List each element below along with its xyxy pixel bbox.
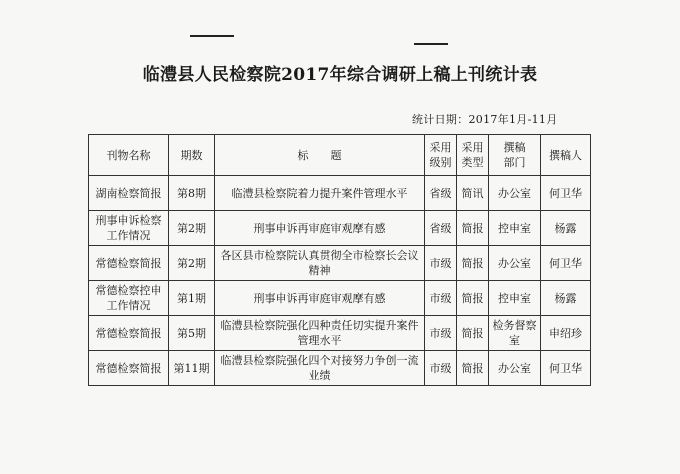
cell-type: 简报 bbox=[457, 281, 489, 316]
header-author: 撰稿人 bbox=[541, 135, 591, 176]
cell-issue: 第1期 bbox=[169, 281, 215, 316]
cell-dept: 办公室 bbox=[489, 246, 541, 281]
cell-title: 临澧县检察院强化四种责任切实提升案件管理水平 bbox=[215, 316, 425, 351]
header-rule-left bbox=[190, 35, 234, 37]
cell-level: 市级 bbox=[425, 316, 457, 351]
cell-type: 简报 bbox=[457, 211, 489, 246]
cell-type: 简报 bbox=[457, 316, 489, 351]
table-row bbox=[89, 211, 591, 246]
header-rule-right bbox=[414, 43, 448, 45]
statistics-table bbox=[88, 134, 591, 386]
cell-title: 临澧县检察院着力提升案件管理水平 bbox=[215, 176, 425, 211]
header-level-line2: 级别 bbox=[429, 156, 452, 169]
cell-author: 何卫华 bbox=[541, 176, 591, 211]
cell-dept: 办公室 bbox=[489, 351, 541, 386]
cell-author: 申绍珍 bbox=[541, 316, 591, 351]
table-row bbox=[89, 281, 591, 316]
cell-author: 杨露 bbox=[541, 281, 591, 316]
header-dept bbox=[489, 135, 541, 176]
cell-dept: 办公室 bbox=[489, 176, 541, 211]
table-header bbox=[89, 135, 591, 176]
cell-level: 省级 bbox=[425, 176, 457, 211]
table-row bbox=[89, 176, 591, 211]
cell-title: 各区县市检察院认真贯彻全市检察长会议精神 bbox=[215, 246, 425, 281]
table-body bbox=[89, 176, 591, 386]
cell-issue: 第8期 bbox=[169, 176, 215, 211]
cell-issue: 第2期 bbox=[169, 246, 215, 281]
cell-publication: 常德检察简报 bbox=[89, 351, 169, 386]
cell-type: 简报 bbox=[457, 246, 489, 281]
cell-title: 刑事申诉再审庭审观摩有感 bbox=[215, 281, 425, 316]
header-row bbox=[89, 135, 591, 176]
header-dept-line2: 部门 bbox=[503, 156, 526, 169]
cell-type: 简报 bbox=[457, 351, 489, 386]
cell-level: 市级 bbox=[425, 281, 457, 316]
cell-level: 省级 bbox=[425, 211, 457, 246]
header-level-line1: 采用 bbox=[429, 141, 452, 154]
header-publication: 刊物名称 bbox=[89, 135, 169, 176]
cell-publication: 刑事申诉检察工作情况 bbox=[89, 211, 169, 246]
cell-author: 何卫华 bbox=[541, 246, 591, 281]
table-row bbox=[89, 246, 591, 281]
cell-title: 刑事申诉再审庭审观摩有感 bbox=[215, 211, 425, 246]
cell-issue: 第11期 bbox=[169, 351, 215, 386]
cell-publication: 常德检察控申工作情况 bbox=[89, 281, 169, 316]
cell-dept: 控申室 bbox=[489, 281, 541, 316]
table-row bbox=[89, 316, 591, 351]
cell-level: 市级 bbox=[425, 351, 457, 386]
header-type-line1: 采用 bbox=[461, 141, 484, 154]
cell-level: 市级 bbox=[425, 246, 457, 281]
cell-publication: 湖南检察简报 bbox=[89, 176, 169, 211]
cell-dept: 检务督察室 bbox=[489, 316, 541, 351]
table-row bbox=[89, 351, 591, 386]
document-title: 临澧县人民检察院2017年综合调研上稿上刊统计表 bbox=[142, 65, 538, 85]
statistics-date: 统计日期：2017年1月-11月 bbox=[412, 113, 558, 126]
cell-publication: 常德检察简报 bbox=[89, 246, 169, 281]
header-type-line2: 类型 bbox=[461, 156, 484, 169]
cell-author: 杨露 bbox=[541, 211, 591, 246]
header-type bbox=[457, 135, 489, 176]
cell-dept: 控申室 bbox=[489, 211, 541, 246]
cell-issue: 第2期 bbox=[169, 211, 215, 246]
cell-issue: 第5期 bbox=[169, 316, 215, 351]
cell-title: 临澧县检察院强化四个对接努力争创一流业绩 bbox=[215, 351, 425, 386]
header-issue: 期数 bbox=[169, 135, 215, 176]
header-dept-line1: 撰稿 bbox=[503, 141, 526, 154]
header-title: 标 题 bbox=[215, 135, 425, 176]
header-level bbox=[425, 135, 457, 176]
cell-type: 简讯 bbox=[457, 176, 489, 211]
cell-author: 何卫华 bbox=[541, 351, 591, 386]
cell-publication: 常德检察简报 bbox=[89, 316, 169, 351]
